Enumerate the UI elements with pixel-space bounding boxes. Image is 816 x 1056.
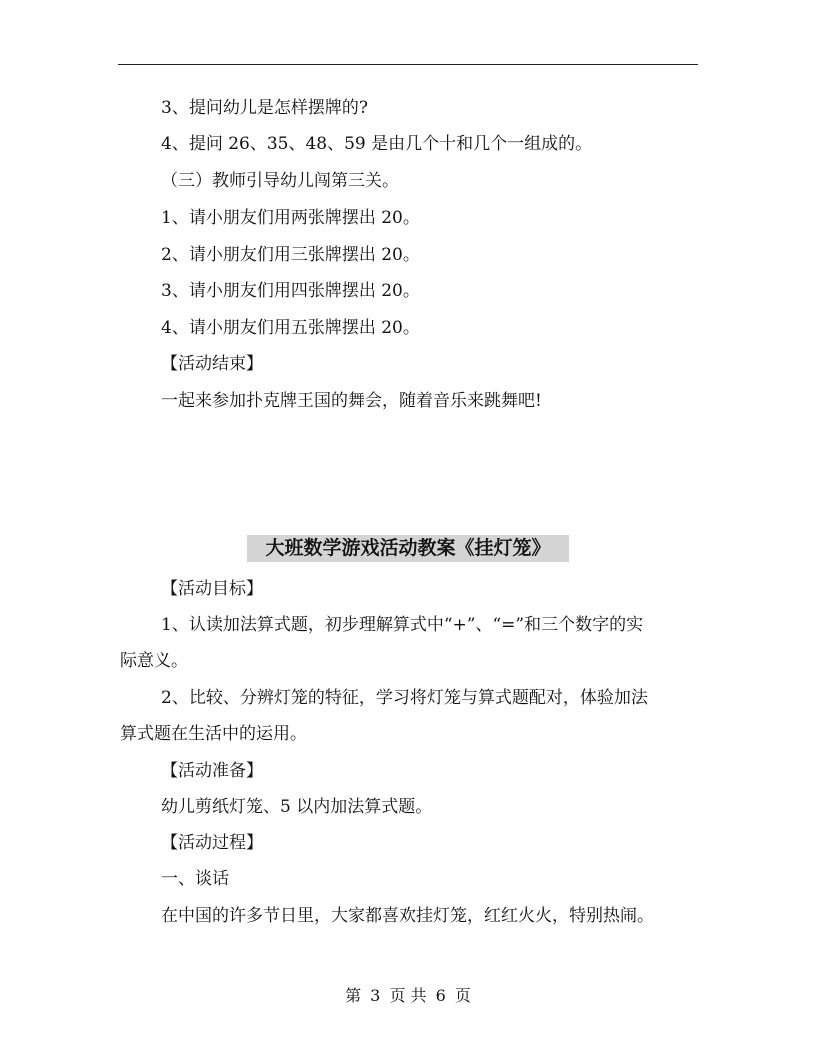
text-line: 1、认读加法算式题，初步理解算式中“+”、“=”和三个数字的实 <box>161 615 644 635</box>
text-line: 际意义。 <box>120 651 188 671</box>
footer-prefix: 第 <box>345 986 362 1005</box>
text-line: 幼儿剪纸灯笼、5 以内加法算式题。 <box>161 797 433 817</box>
text-line: 1、请小朋友们用两张牌摆出 20。 <box>161 208 420 228</box>
section-heading: 【活动过程】 <box>161 833 263 853</box>
current-page-number: 3 <box>370 986 381 1005</box>
text-line: 一、谈话 <box>161 869 229 889</box>
page-footer <box>0 986 816 1006</box>
text-line: 4、请小朋友们用五张牌摆出 20。 <box>161 318 420 338</box>
section-heading: 【活动目标】 <box>161 579 263 599</box>
text-line: 一起来参加扑克牌王国的舞会，随着音乐来跳舞吧! <box>161 391 542 411</box>
text-line: 算式题在生活中的运用。 <box>120 724 307 744</box>
footer-suffix: 页 <box>454 986 471 1005</box>
footer-middle: 页 共 <box>389 986 427 1005</box>
header-rule <box>118 64 698 65</box>
total-pages-number: 6 <box>435 986 446 1005</box>
section-heading: 【活动结束】 <box>161 354 263 374</box>
text-line: 3、请小朋友们用四张牌摆出 20。 <box>161 281 420 301</box>
text-line: 2、比较、分辨灯笼的特征，学习将灯笼与算式题配对，体验加法 <box>161 688 648 708</box>
text-line: （三）教师引导幼儿闯第三关。 <box>161 171 399 191</box>
text-line: 4、提问 26、35、48、59 是由几个十和几个一组成的。 <box>161 134 593 154</box>
article-title: 大班数学游戏活动教案《挂灯笼》 <box>247 535 569 562</box>
text-line: 2、请小朋友们用三张牌摆出 20。 <box>161 245 420 265</box>
section-heading: 【活动准备】 <box>161 761 263 781</box>
text-line: 3、提问幼儿是怎样摆牌的? <box>161 98 368 118</box>
text-line: 在中国的许多节日里，大家都喜欢挂灯笼，红红火火，特别热闹。 <box>161 906 654 926</box>
